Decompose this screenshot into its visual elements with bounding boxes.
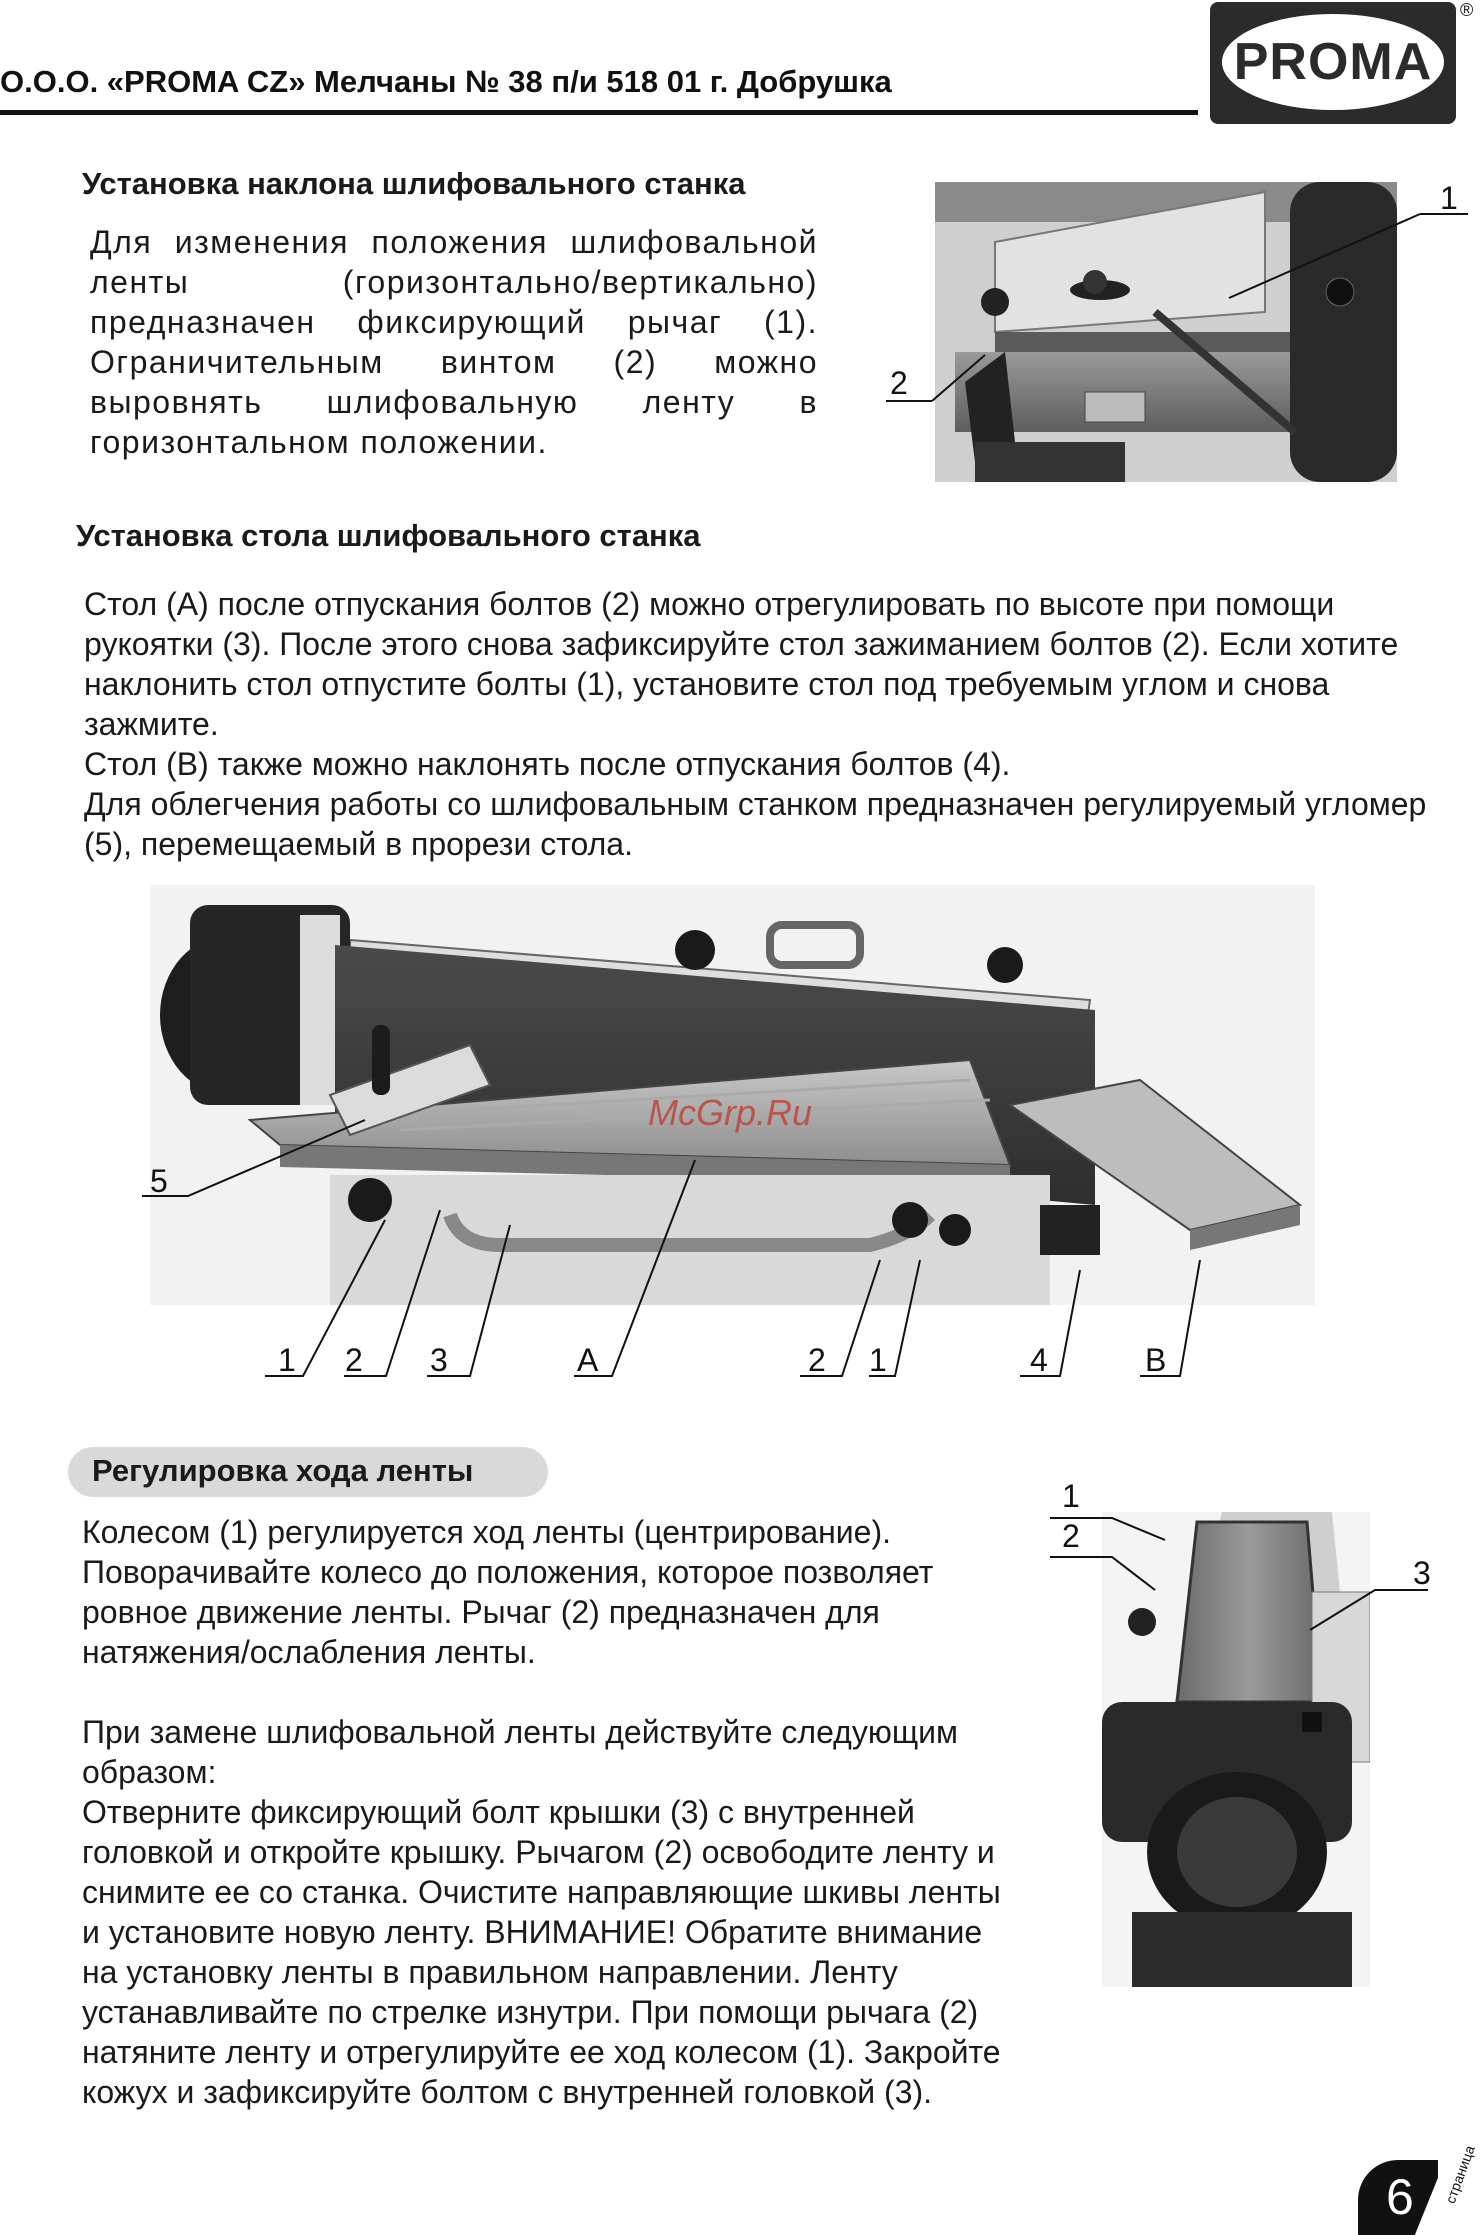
callout-2-belt: 2 [1062,1518,1080,1554]
callout-2-tilt: 2 [890,365,908,401]
company-header: О.О.О. «PROMA CZ» Мелчаны № 38 п/и 518 01 г. Добрушка [0,64,892,99]
page-number: 6 [1386,2169,1414,2225]
callout-2-table-right: 2 [808,1342,826,1378]
section-title-table: Установка стола шлифовального станка [76,518,701,553]
logo-text: PROMA [1222,14,1444,110]
table-paragraph-3: Для облегчения работы со шлифовальным станком предназначен регулируемый угломер (5), перемещаемый в прорези стола. [84,786,1427,862]
callout-a-table: A [577,1342,599,1378]
callout-3-belt: 3 [1413,1555,1431,1591]
registered-mark: ® [1460,0,1474,20]
page-word: страница [1442,2143,1478,2206]
belt-paragraph-2: При замене шлифовальной ленты действуйте следующим образом: [82,1714,959,1790]
callout-1-belt: 1 [1062,1478,1080,1514]
callout-1-table-right: 1 [869,1342,887,1378]
section-title-belt: Регулировка хода ленты [92,1453,474,1488]
table-paragraph-1: Стол (А) после отпускания болтов (2) можно отрегулировать по высоте при помощи рукоятки (3). После этого снова зафиксируйте стол зажиманием болтов (2). Если хотите наклонить стол отпустите болты (1), установите стол под требуемым углом и снова зажмите. [84,586,1399,742]
belt-paragraph-1: Колесом (1) регулируется ход ленты (центрирование). Поворачивайте колесо до положения, которое позволяет ровное движение ленты. Рычаг (2) предназначен для натяжения/ослабления ленты. [82,1514,934,1670]
callout-1-table-left: 1 [278,1342,296,1378]
table-paragraph-2: Стол (В) также можно наклонять после отпускания болтов (4). [84,746,1011,782]
callout-5-table: 5 [150,1163,168,1199]
callout-b-table: B [1145,1342,1167,1378]
section-title-tilt: Установка наклона шлифовального станка [82,166,746,201]
belt-paragraph-3: Отверните фиксирующий болт крышки (3) с внутренней головкой и откройте крышку. Рычагом (2) освободите ленту и снимите ее со станка. Очистите направляющие шкивы ленты и установите новую ленту. ВНИМАНИЕ! Обратите внимание на установку ленты в правильном направлении. Ленту устанавливайте по стрелке изнутри. При помощи рычага (2) натяните ленту и отрегулируйте ее ход колесом (1). Закройте кожух и зафиксируйте болтом с внутренней головкой (3). [82,1794,1001,2110]
tilt-paragraph: Для изменения положения шлифовальной ленты (горизонтально/вертикально) предназначен фиксирующий рычаг (1). Ограничительным винтом (2) можно выровнять шлифовальную ленту в горизонтальном положении. [90,224,818,460]
watermark: McGrp.Ru [648,1092,813,1133]
callout-3-table: 3 [430,1342,448,1378]
callout-4-table: 4 [1030,1342,1048,1378]
callout-2-table-left: 2 [345,1342,363,1378]
callout-1-tilt: 1 [1440,180,1458,216]
